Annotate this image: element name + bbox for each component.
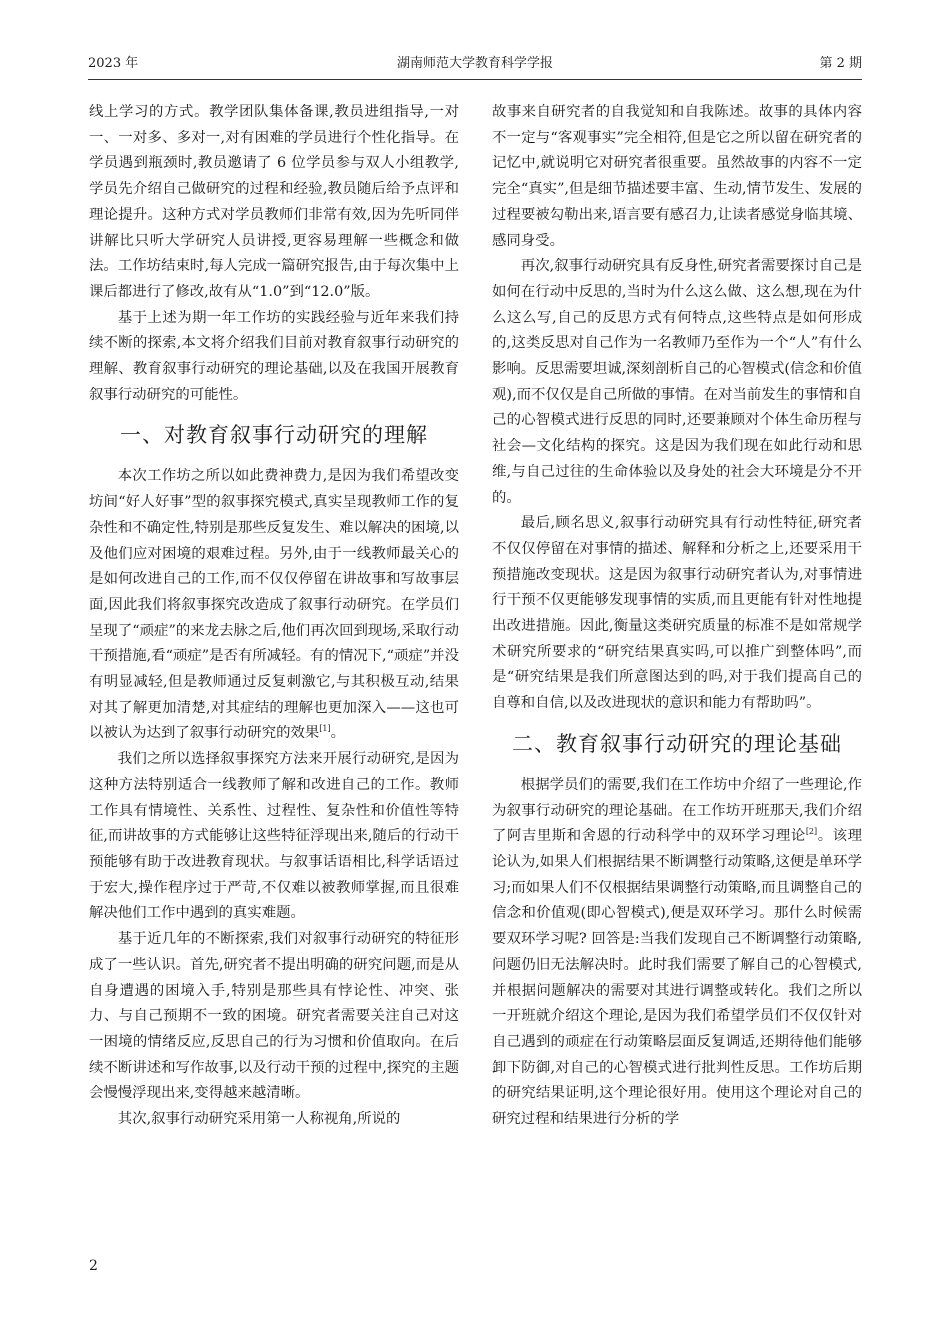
paragraph-text: 根据学员们的需要,我们在工作坊中介绍了一些理论,作为叙事行动研究的理论基础。在工作坊开班那天,我们介绍了阿吉里斯和舍恩的行动科学中的双环学习理论	[492, 776, 862, 845]
paragraph: 故事来自研究者的自我觉知和自我陈述。故事的具体内容不一定与“客观事实”完全相符,但是它之所以留在研究者的记忆中,就说明它对研究者很重要。虽然故事的内容不一定完全“真实”,但是细节描述要丰富、生动,情节发生、发展的过程要被勾勒出来,语言要有感召力,让读者感觉身临其境、感同身受。	[492, 104, 862, 249]
running-header	[88, 55, 862, 79]
page-number: 2	[89, 1258, 98, 1274]
header-journal-title: 湖南师范大学教育科学学报	[396, 56, 553, 71]
paragraph: 基于近几年的不断探索,我们对叙事行动研究的特征形成了一些认识。首先,研究者不提出明确的研究问题,而是从自身遭遇的困境入手,特别是那些具有悖论性、冲突、张力、与自己预期不一致的困境。研究者需要关注自己对这一困境的情绪反应,反思自己的行为习惯和价值取向。在后续不断讲述和写作故事,以及行动干预的过程中,探究的主题会慢慢浮现出来,变得越来越清晰。	[89, 931, 459, 1102]
paragraph: 线上学习的方式。教学团队集体备课,教员进组指导,一对一、一对多、多对一,对有困难的学员进行个性化指导。在学员遇到瓶颈时,教员邀请了 6 位学员参与双人小组教学,学员先介绍自己做研究的过程和经验,教员随后给予点评和理论提升。这种方式对学员教师们非常有效,因为先听同伴讲解比只听大学研究人员讲授,更容易理解一些概念和做法。工作坊结束时,每人完成一篇研究报告,由于每次集中上课后都进行了修改,故有从“1.0”到“12.0”版。	[89, 104, 459, 300]
paragraph	[89, 464, 459, 747]
paragraph: 再次,叙事行动研究具有反身性,研究者需要探讨自己是如何在行动中反思的,当时为什么这么做、这么想,现在为什么这么写,自己的反思方式有何特点,这些特点是如何形成的,这类反思对自己作为一名教师乃至作为一个“人”有什么影响。反思需要坦诚,深刻剖析自己的心智模式(信念和价值观),而不仅仅是自己所做的事情。在对当前发生的事情和自己的心智模式进行反思的同时,还要兼顾对个体生命历程与社会—文化结构的探究。这是因为我们现在如此行动和思维,与自己过往的生命体验以及身处的社会大环境是分不开的。	[492, 258, 862, 506]
paragraph-text: 。	[330, 725, 346, 742]
left-column	[89, 100, 459, 1250]
paragraph: 其次,叙事行动研究采用第一人称视角,所说的	[117, 1111, 401, 1128]
header-rule	[88, 79, 862, 80]
citation-ref-1[interactable]: [1]	[319, 724, 331, 734]
paragraph	[492, 773, 862, 1133]
paragraph-text: 本次工作坊之所以如此费神费力,是因为我们希望改变坊间“好人好事”型的叙事探究模式,真实呈现教师工作的复杂性和不确定性,特别是那些反复发生、难以解决的困境,以及他们应对困境的艰难过程。另外,由于一线教师最关心的是如何改进自己的工作,而不仅仅停留在讲故事和写故事层面,因此我们将叙事探究改造成了叙事行动研究。在学员们呈现了“顽症”的来龙去脉之后,他们再次回到现场,采取行动干预措施,看“顽症”是否有所减轻。有的情况下,“顽症”并没有明显减轻,但是教师通过反复刺激它,与其积极互动,结果对其了解更加清楚,对其症结的理解也更加深入——这也可以被认为达到了叙事行动研究的效果	[89, 468, 459, 742]
paragraph-text: 。该理论认为,如果人们根据结果不断调整行动策略,这便是单环学习;而如果人们不仅根据结果调整行动策略,而且调整自己的信念和价值观(即心智模式),便是双环学习。那什么时候需要双环学习呢? 回答是:当我们发现自己不断调整行动策略,问题仍旧无法解决时。此时我们需要了解自己的心智模式,并根据问题解决的需要对其进行调整或转化。我们之所以一开班就介绍这个理论,是因为我们希望学员们不仅仅针对自己遇到的顽症在行动策略层面反复调适,还期待他们能够卸下防御,对自己的心智模式进行批判性反思。工作坊后期的研究结果证明,这个理论很好用。使用这个理论对自己的研究过程和结果进行分析的学	[492, 828, 862, 1128]
section-heading-1: 一、对教育叙事行动研究的理解	[120, 423, 428, 448]
header-issue: 第 2 期	[819, 56, 862, 71]
right-column	[492, 100, 862, 1250]
header-year: 2023 年	[88, 56, 139, 71]
citation-ref-2[interactable]: [2]	[805, 827, 818, 837]
paragraph: 基于上述为期一年工作坊的实践经验与近年来我们持续不断的探索,本文将介绍我们目前对教育叙事行动研究的理解、教育叙事行动研究的理论基础,以及在我国开展教育叙事行动研究的可能性。	[89, 309, 459, 403]
paragraph: 我们之所以选择叙事探究方法来开展行动研究,是因为这种方法特别适合一线教师了解和改进自己的工作。教师工作具有情境性、关系性、过程性、复杂性和价值性等特征,而讲故事的方式能够让这些特征浮现出来,随后的行动干预能够有助于改进教育现状。与叙事话语相比,科学话语过于宏大,操作程序过于严苛,不仅难以被教师掌握,而且很难解决他们工作中遇到的真实难题。	[89, 751, 459, 922]
paragraph: 最后,顾名思义,叙事行动研究具有行动性特征,研究者不仅仅停留在对事情的描述、解释和分析之上,还要采用干预措施改变现状。这是因为叙事行动研究者认为,对事情进行干预不仅更能够发现事情的实质,而且更能有针对性地提出改进措施。因此,衡量这类研究质量的标准不是如常规学术研究所要求的“研究结果真实吗,可以推广到整体吗”,而是“研究结果是我们所意图达到的吗,对于我们提高自己的自尊和自信,以及改进现状的意识和能力有帮助吗”。	[492, 515, 862, 712]
section-heading-2: 二、教育叙事行动研究的理论基础	[512, 731, 842, 756]
